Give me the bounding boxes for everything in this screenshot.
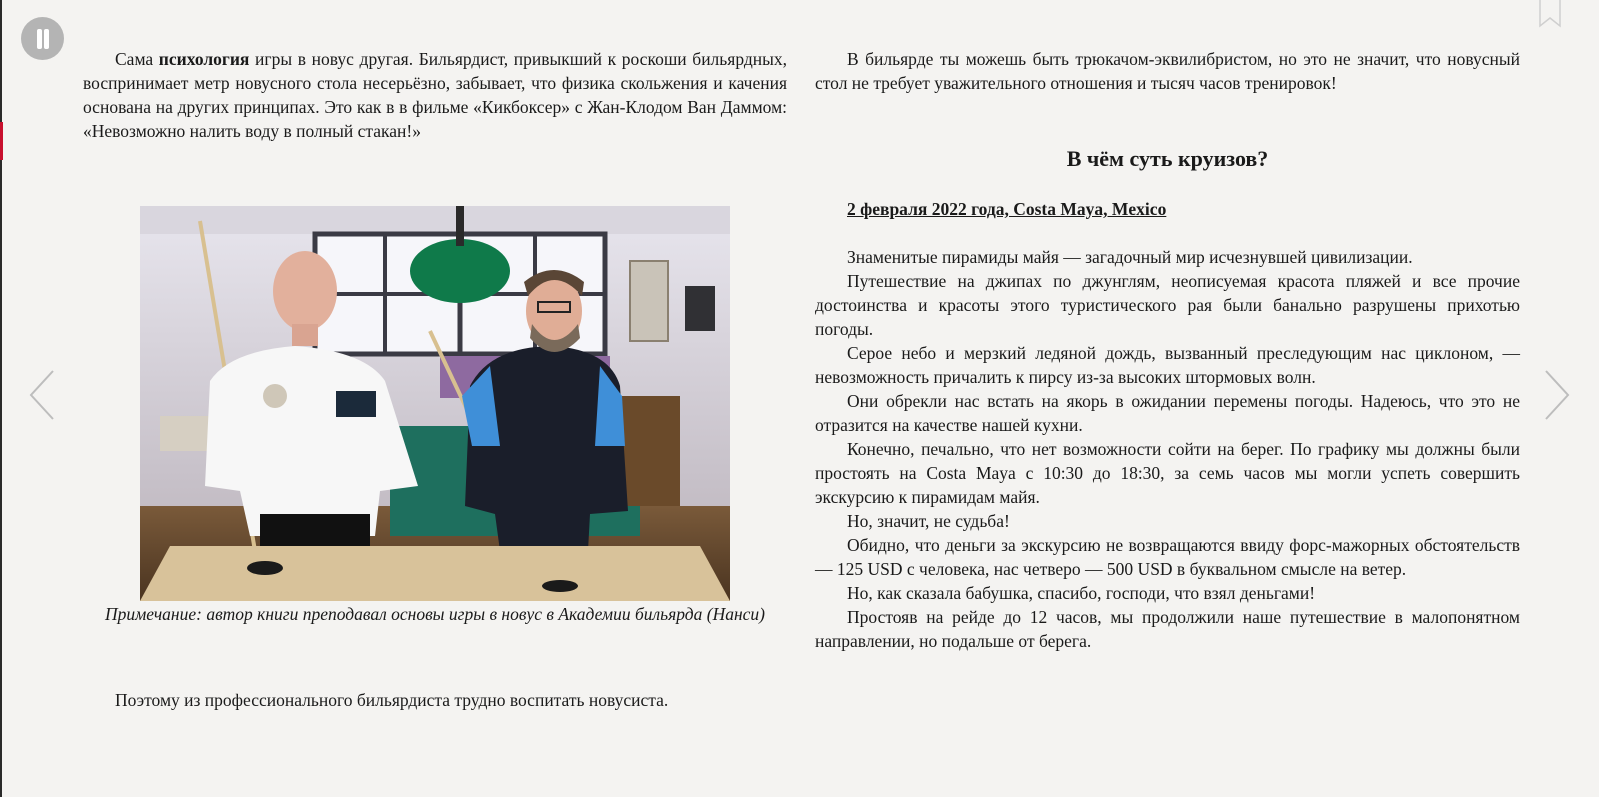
body-paragraph: Но, значит, не судьба! [847, 511, 1010, 531]
left-closing-paragraph-block [83, 688, 787, 712]
bookmark-icon [1539, 0, 1561, 28]
section-heading: В чём суть круизов? [1066, 146, 1269, 171]
menu-button[interactable] [21, 17, 64, 60]
photo-caption: Примечание: автор книги преподавал основы игры в новус в Академии бильярда (Нанси) [104, 604, 765, 624]
right-intro-paragraph: В бильярде ты можешь быть трюкачом-эквилибристом, но это не значит, что новусный стол не требует уважительного отношения и тысяч часов тренировок! [815, 49, 1520, 93]
prev-page-button[interactable] [29, 370, 55, 425]
body-paragraph: Они обрекли нас встать на якорь в ожидании перемены погоды. Надеюсь, что это не отразится на качестве нашей кухни. [815, 391, 1520, 435]
body-paragraph: Но, как сказала бабушка, спасибо, господи, что взял деньгами! [847, 583, 1316, 603]
body-paragraph: Серое небо и мерзкий ледяной дождь, вызванный преследующим нас циклоном, — невозможность причалить к пирсу из-за высоких штормовых волн. [815, 343, 1520, 387]
body-paragraph: Обидно, что деньги за экскурсию не возвращаются ввиду форс-мажорных обстоятельств — 125 USD с человека, нас четверо — 500 USD в буквальном смысле на ветер. [815, 535, 1520, 579]
bookmark-button[interactable] [1539, 0, 1561, 33]
chevron-left-icon [29, 370, 55, 420]
body-paragraph: Знаменитые пирамиды майя — загадочный мир исчезнувшей цивилизации. [847, 247, 1413, 267]
body-paragraph: Простояв на рейде до 12 часов, мы продолжили наше путешествие в малопонятном направлении, но подальше от берега. [815, 607, 1520, 651]
left-closing-paragraph: Поэтому из профессионального бильярдиста трудно воспитать новусиста. [115, 690, 669, 710]
right-body-text [815, 245, 1520, 653]
bold-term: психология [158, 49, 250, 69]
body-paragraph: Путешествие на джипах по джунглям, неописуемая красота пляжей и все прочие достоинства и красоты этого туристического рая были банально разрушены прихотью погоды. [815, 271, 1520, 339]
reader-edge-marker [0, 122, 3, 160]
left-column [83, 47, 787, 143]
menu-icon [37, 29, 42, 49]
next-page-button[interactable] [1544, 370, 1570, 425]
reader-left-edge [0, 0, 2, 797]
left-intro-paragraph: Сама психология игры в новус другая. Бильярдист, привыкший к роскоши бильярдных, воспринимает метр новусного стола несерьёзно, забывает, что физика скольжения и качения основана на других принципах. Это как в в фильме «Кикбоксер» с Жан-Клодом Ван Даммом: «Невозможно налить воду в полный стакан!» [83, 49, 787, 141]
body-paragraph: Конечно, печально, что нет возможности сойти на берег. По графику мы должны были простоять на Costa Maya с 10:30 до 18:30, за семь часов мы могли успеть совершить экскурсию к пирамидам майя. [815, 439, 1520, 507]
dateline: 2 февраля 2022 года, Costa Maya, Mexico [847, 199, 1167, 219]
billiards-photo [140, 206, 730, 601]
chevron-right-icon [1544, 370, 1570, 420]
right-column [815, 47, 1520, 95]
